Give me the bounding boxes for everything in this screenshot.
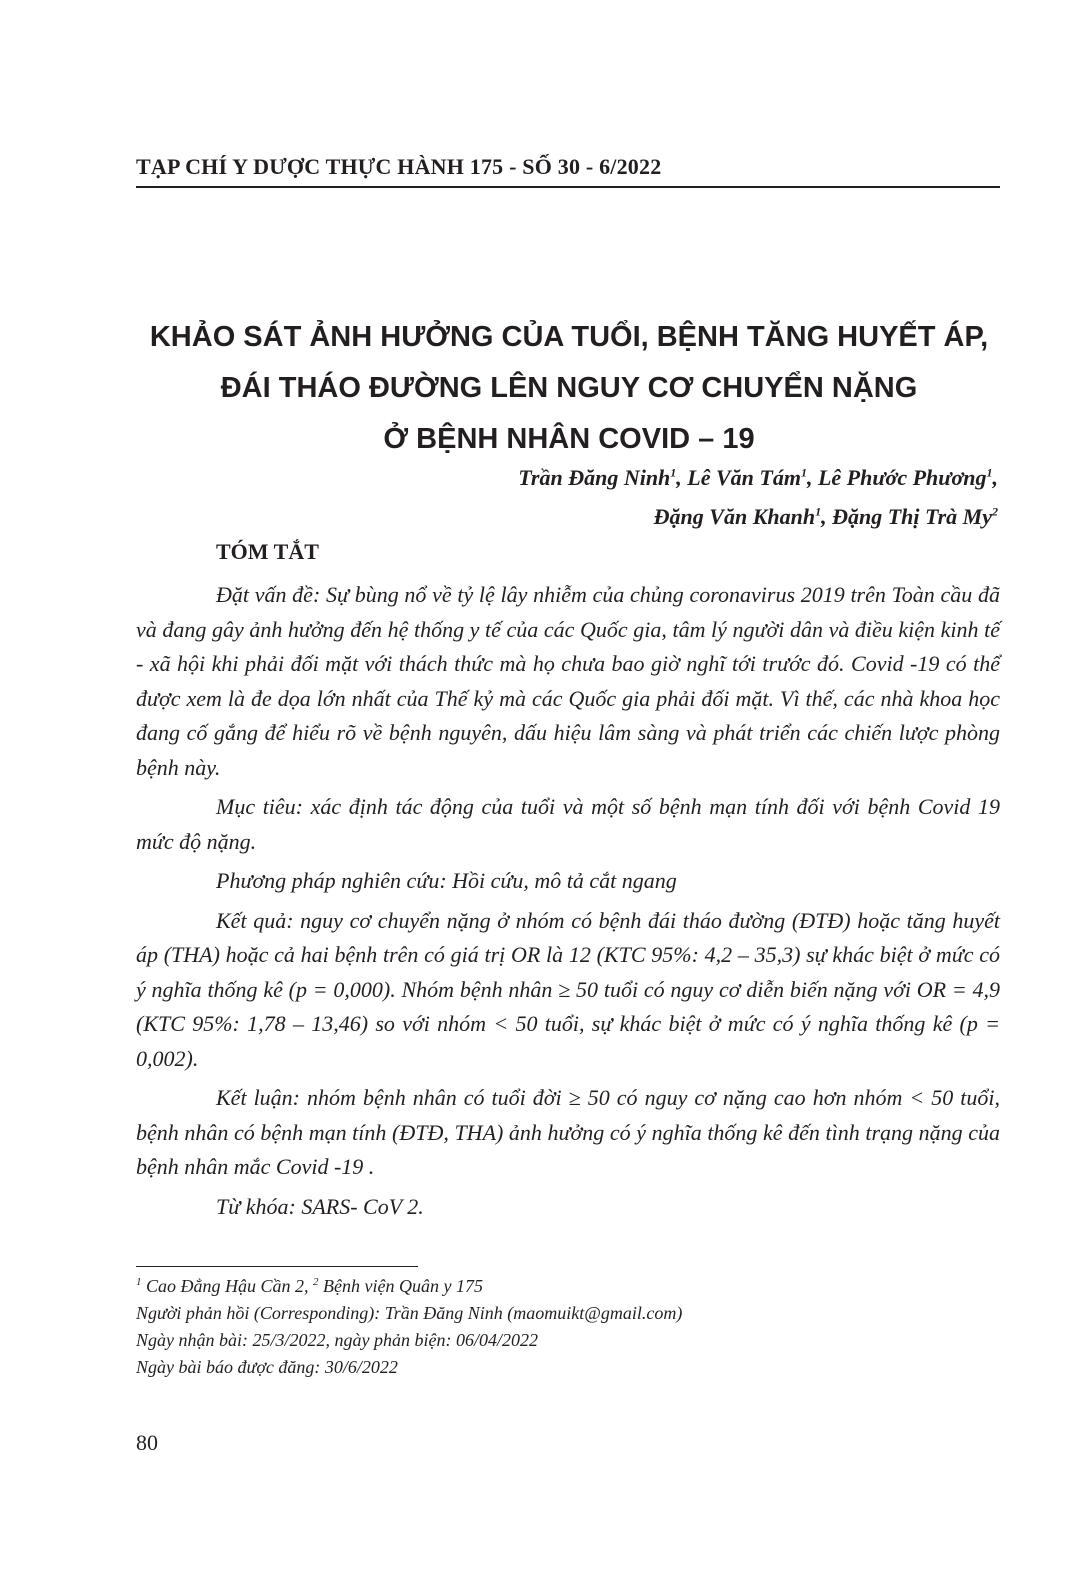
author-name: Lê Phước Phương [817, 465, 987, 490]
author-name: Đặng Văn Khanh [653, 504, 816, 529]
footnote-corresponding: Người phản hồi (Corresponding): Trần Đăng Ninh (maomuikt@gmail.com) [136, 1303, 683, 1323]
title-line: KHẢO SÁT ẢNH HƯỞNG CỦA TUỔI, BỆNH TĂNG HUYẾT ÁP, [149, 321, 989, 353]
title-line: ĐÁI THÁO ĐƯỜNG LÊN NGUY CƠ CHUYỂN NẶNG [220, 372, 918, 404]
abstract-paragraph: Đặt vấn đề: Sự bùng nổ về tỷ lệ lây nhiễm của chủng coronavirus 2019 trên Toàn cầu đã và đang gây ảnh hưởng đến hệ thống y tế của các Quốc gia, tâm lý người dân và điều kiện kinh tế - xã hội khi phải đối mặt với thách thức mà họ chưa bao giờ nghĩ tới trước đó. Covid -19 có thể được xem là đe dọa lớn nhất của Thế kỷ mà các Quốc gia phải đối mặt. Vì thế, các nhà khoa học đang cố gắng để hiểu rõ về bệnh nguyên, dấu hiệu lâm sàng và phát triển các chiến lược phòng bệnh này. [136, 582, 1000, 780]
author-name: Đặng Thị Trà My [832, 504, 992, 529]
abstract-paragraph: Mục tiêu: xác định tác động của tuổi và một số bệnh mạn tính đối với bệnh Covid 19 mức độ nặng. [136, 794, 1000, 854]
affiliation-text: Bệnh viện Quân y 175 [318, 1276, 483, 1296]
author-name: Trần Đăng Ninh [518, 465, 671, 490]
author-list [198, 458, 998, 536]
author-affiliation-mark: 1 [670, 465, 677, 480]
author-affiliation-mark: 1 [800, 465, 807, 480]
footnote-divider [136, 1266, 418, 1267]
abstract-heading: TÓM TẮT [216, 539, 319, 564]
author-affiliation-mark: 1 [815, 504, 822, 519]
page-number: 80 [136, 1430, 158, 1455]
abstract-body [136, 578, 1000, 1229]
author-line [198, 497, 998, 536]
author-separator: , [821, 504, 833, 529]
author-affiliation-mark: 2 [992, 504, 998, 519]
footnotes [136, 1273, 1000, 1381]
abstract-paragraph: Từ khóa: SARS- CoV 2. [216, 1193, 424, 1219]
abstract-paragraph: Phương pháp nghiên cứu: Hồi cứu, mô tả cắt ngang [216, 868, 677, 893]
article-title [110, 312, 1028, 465]
affiliation-text: Cao Đẳng Hậu Cần 2, [141, 1276, 314, 1296]
title-line: Ở BỆNH NHÂN COVID – 19 [383, 423, 755, 455]
affiliation-mark: 2 [313, 1276, 319, 1288]
author-separator: , [992, 465, 998, 490]
journal-running-header: TẠP CHÍ Y DƯỢC THỰC HÀNH 175 - SỐ 30 - 6/2022 [136, 154, 1000, 188]
abstract-paragraph: Kết luận: nhóm bệnh nhân có tuổi đời ≥ 50 có nguy cơ nặng cao hơn nhóm < 50 tuổi, bệnh nhân có bệnh mạn tính (ĐTĐ, THA) ảnh hưởng có ý nghĩa thống kê đến tình trạng nặng của bệnh nhân mắc Covid -19 . [136, 1085, 1000, 1179]
affiliation-mark: 1 [136, 1276, 142, 1288]
author-separator: , [676, 465, 688, 490]
author-separator: , [806, 465, 818, 490]
abstract-paragraph: Kết quả: nguy cơ chuyển nặng ở nhóm có bệnh đái tháo đường (ĐTĐ) hoặc tăng huyết áp (THA) hoặc cả hai bệnh trên có giá trị OR là 12 (KTC 95%: 4,2 – 35,3) sự khác biệt ở mức có ý nghĩa thống kê (p = 0,000). Nhóm bệnh nhân ≥ 50 tuổi có nguy cơ diễn biến nặng với OR = 4,9 (KTC 95%: 1,78 – 13,46) so với nhóm < 50 tuổi, sự khác biệt ở mức có ý nghĩa thống kê (p = 0,002). [136, 907, 1000, 1071]
footnote-affiliations [136, 1273, 1000, 1300]
author-affiliation-mark: 1 [986, 465, 993, 480]
footnote-received: Ngày nhận bài: 25/3/2022, ngày phản biện: 06/04/2022 [136, 1330, 538, 1350]
footnote-published: Ngày bài báo được đăng: 30/6/2022 [136, 1357, 398, 1377]
author-line [198, 458, 998, 497]
author-name: Lê Văn Tám [687, 465, 801, 490]
